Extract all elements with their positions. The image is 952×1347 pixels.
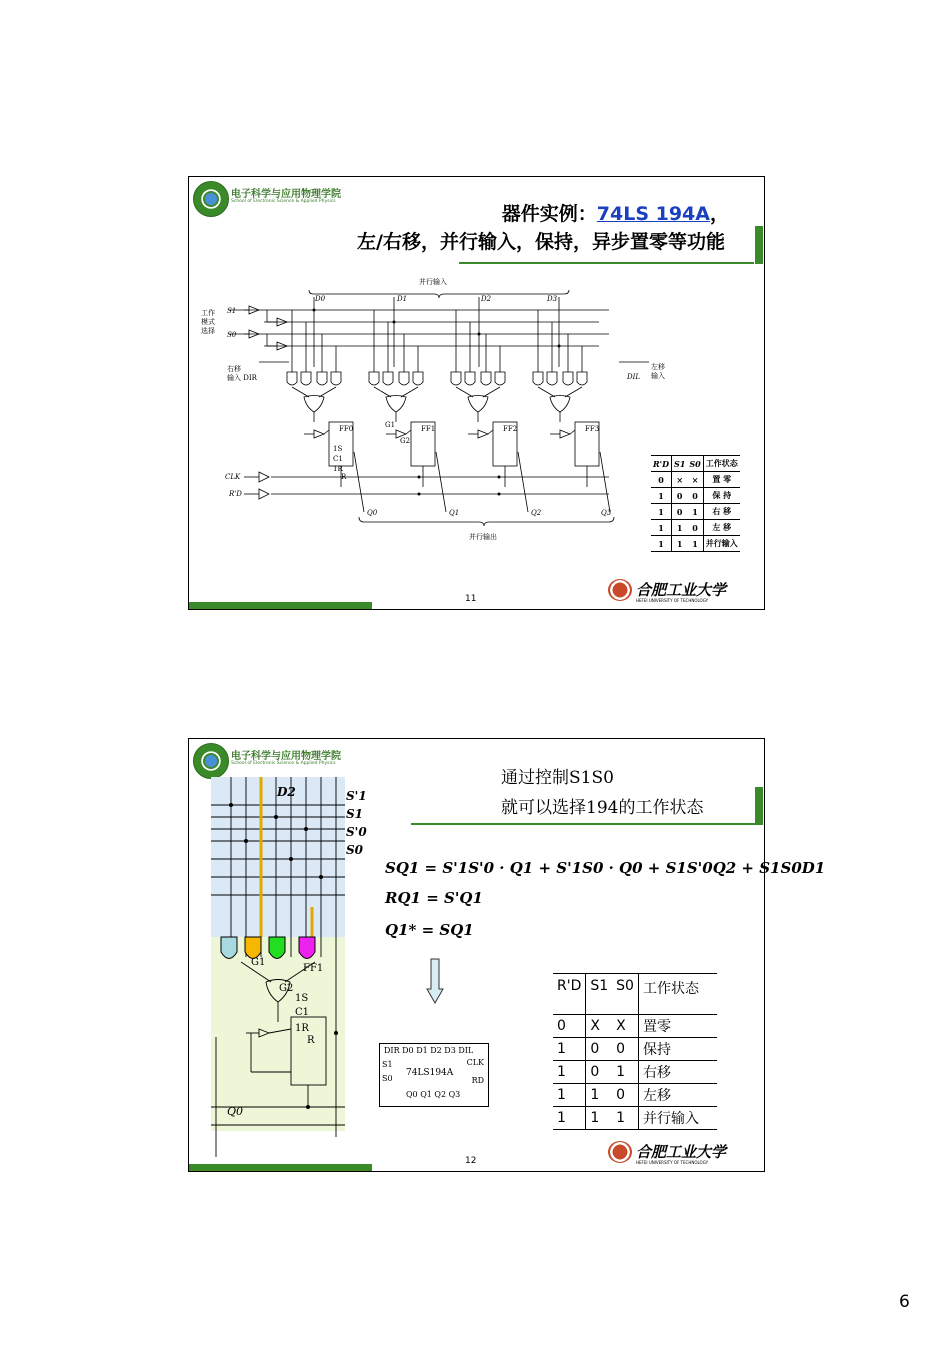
bottom-accent-bar (189, 602, 372, 609)
g1-label: G1 (385, 421, 396, 429)
s0-label: S0 (346, 843, 364, 857)
q1-stage-circuit (211, 777, 351, 1137)
q1-label: Q1 (449, 509, 460, 517)
parallel-input-label: 并行输入 (419, 278, 447, 286)
university-seal-icon (608, 1141, 632, 1163)
ff2-label: FF2 (503, 425, 518, 433)
s1-prime-label: S'1 (346, 789, 367, 803)
chip-74ls194a (379, 1043, 489, 1107)
university-seal-icon (608, 579, 632, 601)
g2-label: G2 (279, 983, 294, 994)
state-table (651, 455, 740, 552)
s1-pin-label: S1 (227, 307, 237, 315)
slide-page-number: 11 (465, 594, 477, 604)
table-row: 1 1 1 并行输入 (553, 1107, 717, 1130)
g1-label: G1 (251, 957, 266, 968)
table-header: R'D S1 S0 工作状态 (553, 974, 717, 1015)
q3-label: Q3 (601, 509, 612, 517)
ff0-1r-pin: 1R (333, 465, 343, 473)
university-logo: 合肥工业大学 HEFEI UNIVERSITY OF TECHNOLOGY (608, 579, 758, 605)
chip-s0-pin: S0 (382, 1074, 393, 1083)
document-page-number: 6 (899, 1292, 910, 1312)
table-row: 0 X X 置零 (553, 1015, 717, 1038)
chip-s1-pin: S1 (382, 1060, 393, 1069)
right-shift-input-label: 右移 输入 DIR (227, 365, 257, 382)
dil-pin-label: DIL (627, 373, 641, 381)
title-accent-block (755, 787, 763, 825)
equation-q: Q1* = SQ1 (385, 921, 474, 939)
table-row: 1 0 0 保持 (553, 1038, 717, 1061)
table-header: R'D S1 S0 工作状态 (651, 456, 740, 472)
table-row: 0 × × 置 零 (651, 472, 740, 488)
chip-link[interactable]: 74LS 194A (596, 203, 710, 225)
q0-label: Q0 (367, 509, 378, 517)
equation-s: SQ1 = S'1S'0 · Q1 + S'1S0 · Q0 + S1S'0Q2 + S1S0D1 (385, 859, 826, 877)
ff0-label: FF0 (339, 425, 354, 433)
title-accent-block (755, 226, 763, 264)
control-text-line2: 就可以选择194的工作状态 (501, 798, 704, 818)
down-arrow-icon (427, 959, 443, 1003)
chip-rd-pin: RD (471, 1076, 484, 1085)
school-emblem-icon (193, 743, 229, 779)
s0-prime-label: S'0 (346, 825, 367, 839)
s0-pin-label: S0 (227, 331, 237, 339)
school-name-en: School of Electronic Science & Applied Physics (231, 761, 336, 766)
table-row: 1 1 0 左 移 (651, 520, 740, 536)
school-logo (193, 743, 363, 779)
rd-label: R'D (229, 490, 242, 498)
school-name-cn: 电子科学与应用物理学院 (231, 189, 341, 200)
university-logo: 合肥工业大学 HEFEI UNIVERSITY OF TECHNOLOGY (608, 1141, 758, 1167)
d1-label: D1 (397, 295, 408, 303)
school-name-en: School of Electronic Science & Applied Physics (231, 199, 336, 204)
table-row: 1 1 0 左移 (553, 1084, 717, 1107)
clk-label: CLK (225, 473, 241, 481)
chip-output-pins: Q0 Q1 Q2 Q3 (406, 1090, 461, 1099)
ff0-c1-pin: C1 (333, 455, 343, 463)
slide-12 (188, 738, 826, 1172)
table-row: 1 1 1 并行输入 (651, 536, 740, 552)
title-underline (459, 262, 754, 264)
table-row: 1 0 1 右 移 (651, 504, 740, 520)
s1-label: S1 (346, 807, 364, 821)
control-text-line1: 通过控制S1S0 (501, 768, 614, 788)
slide-page-number: 12 (465, 1156, 477, 1166)
g2-label: G2 (400, 437, 411, 445)
ff1-c1-pin: C1 (295, 1007, 310, 1018)
ff1-1r-pin: 1R (295, 1023, 309, 1034)
slide-title-line2: 左/右移，并行输入，保持，异步置零等功能 (357, 231, 725, 253)
left-shift-input-label: 左移 输入 (651, 363, 665, 380)
d0-label: D0 (315, 295, 326, 303)
table-row: 1 0 0 保 持 (651, 488, 740, 504)
slide-title-line1: 器件实例：74LS 194A， (501, 203, 729, 225)
table-row: 1 0 1 右移 (553, 1061, 717, 1084)
ff1-1s-pin: 1S (295, 993, 309, 1004)
parallel-output-label: 并行输出 (469, 533, 497, 541)
q2-label: Q2 (531, 509, 542, 517)
d2-label: D2 (481, 295, 492, 303)
mode-select-label: 工作 模式 选择 (201, 309, 215, 335)
ff1-r-pin: R (307, 1035, 315, 1046)
school-name-cn: 电子科学与应用物理学院 (231, 751, 341, 762)
title-underline (411, 823, 755, 825)
bottom-accent-bar (189, 1164, 372, 1171)
ff0-r-pin: R (341, 473, 347, 481)
state-table (553, 973, 717, 1130)
d2-label: D2 (277, 785, 296, 799)
chip-top-pins: DIR D0 D1 D2 D3 DIL (384, 1046, 474, 1055)
slide-11 (188, 176, 765, 610)
ff0-1s-pin: 1S (333, 445, 343, 453)
d3-label: D3 (547, 295, 558, 303)
chip-clk-pin: CLK (466, 1058, 484, 1067)
ff1-label: FF1 (303, 963, 324, 974)
chip-name: 74LS194A (406, 1068, 454, 1078)
ff1-label: FF1 (421, 425, 436, 433)
ff3-label: FF3 (585, 425, 600, 433)
q0-label: Q0 (227, 1105, 244, 1118)
equation-r: RQ1 = S'Q1 (385, 889, 483, 907)
